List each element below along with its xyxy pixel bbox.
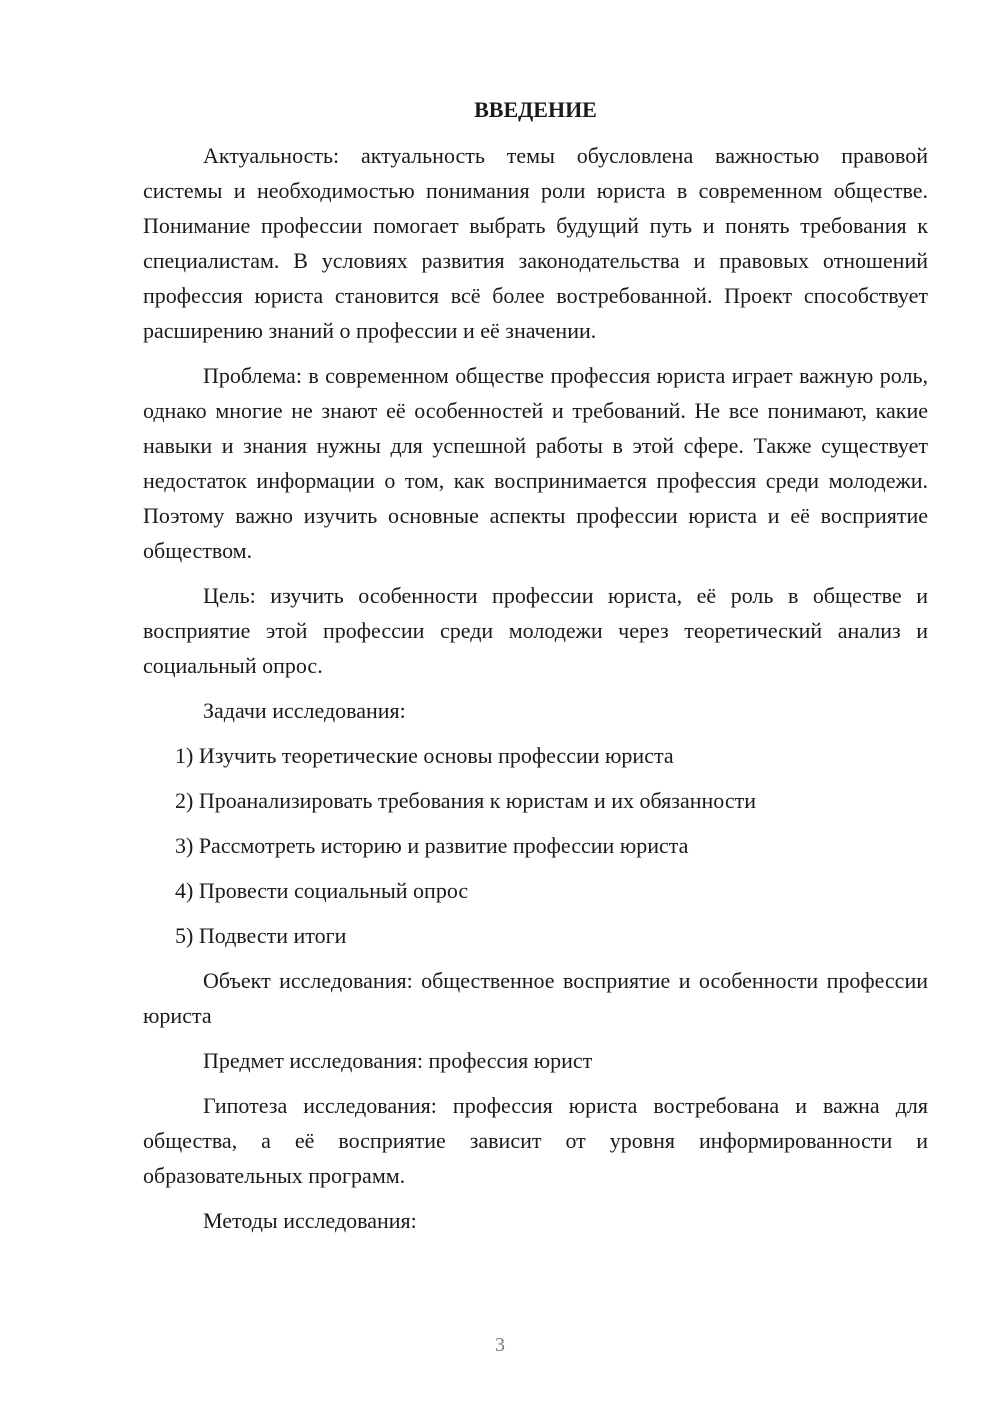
page-title: ВВЕДЕНИЕ (474, 97, 597, 122)
methods-heading: Методы исследования: (203, 1208, 417, 1233)
page-content (143, 96, 928, 1248)
task-item: 2) Проанализировать требования к юристам и их обязанности (175, 788, 756, 813)
hypothesis-paragraph: Гипотеза исследования: профессия юриста востребована и важна для общества, а её восприятие зависит от уровня информированности и образовательных программ. (143, 1093, 928, 1188)
goal-paragraph: Цель: изучить особенности профессии юриста, её роль в обществе и восприятие этой профессии среди молодежи через теоретический анализ и социальный опрос. (143, 583, 928, 678)
task-item: 4) Провести социальный опрос (175, 878, 469, 903)
task-list (143, 738, 928, 953)
object-paragraph: Объект исследования: общественное восприятие и особенности профессии юриста (143, 968, 928, 1028)
task-item: 5) Подвести итоги (175, 923, 347, 948)
relevance-paragraph: Актуальность: актуальность темы обусловлена важностью правовой системы и необходимостью понимания роли юриста в современном обществе. Понимание профессии помогает выбрать будущий путь и понять требования к специалистам. В условиях развития законодательства и правовых отношений профессия юриста становится всё более востребованной. Проект способствует расширению знаний о профессии и её значении. (143, 143, 928, 343)
tasks-heading: Задачи исследования: (203, 698, 406, 723)
problem-paragraph: Проблема: в современном обществе профессия юриста играет важную роль, однако многие не знают её особенностей и требований. Не все понимают, какие навыки и знания нужны для успешной работы в этой сфере. Также существует недостаток информации о том, как воспринимается профессия среди молодежи. Поэтому важно изучить основные аспекты профессии юриста и её восприятие обществом. (143, 363, 928, 563)
task-item: 1) Изучить теоретические основы профессии юриста (175, 743, 674, 768)
page-number: 3 (495, 1334, 505, 1356)
subject-paragraph: Предмет исследования: профессия юрист (203, 1048, 593, 1073)
task-item: 3) Рассмотреть историю и развитие профессии юриста (175, 833, 689, 858)
